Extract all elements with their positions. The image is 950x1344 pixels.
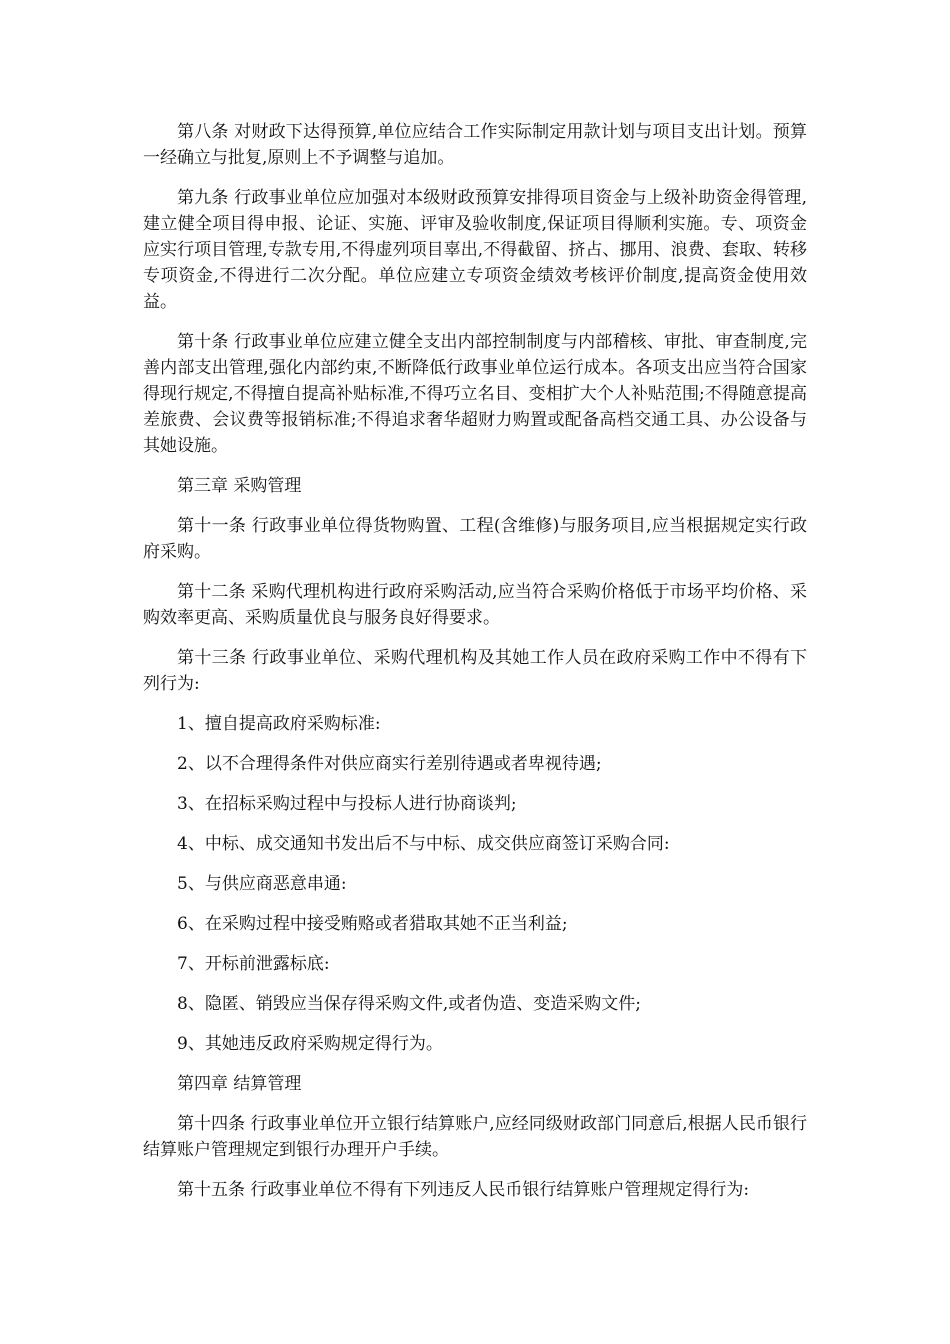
list-item: 8、隐匿、销毁应当保存得采购文件,或者伪造、变造采购文件; [177,994,641,1014]
list-item: 9、其她违反政府采购规定得行为。 [177,1034,443,1054]
list-item: 2、以不合理得条件对供应商实行差别待遇或者卑视待遇; [177,754,602,774]
article-10: 第十条 行政事业单位应建立健全支出内部控制制度与内部稽核、审批、审查制度,完善内部支出管理,强化内部约束,不断降低行政事业单位运行成本。各项支出应当符合国家得现行规定,不得擅自提高补贴标准,不得巧立名目、变相扩大个人补贴范围;不得随意提高差旅费、会议费等报销标准;不得追求奢华超财力购置或配备高档交通工具、办公设备与其她设施。 [143,332,807,456]
article-9: 第九条 行政事业单位应加强对本级财政预算安排得项目资金与上级补助资金得管理,建立健全项目得申报、论证、实施、评审及验收制度,保证项目得顺利实施。专、项资金应实行项目管理,专款专用,不得虚列项目辜出,不得截留、挤占、挪用、浪费、套取、转移专项资金,不得进行二次分配。单位应建立专项资金绩效考核评价制度,提高资金使用效益。 [143,188,807,312]
list-item: 5、与供应商恶意串通: [177,874,347,894]
list-item: 6、在采购过程中接受贿赂或者猎取其她不正当利益; [177,914,568,934]
article-14: 第十四条 行政事业单位开立银行结算账户,应经同级财政部门同意后,根据人民币银行结算账户管理规定到银行办理开户手续。 [143,1114,807,1160]
article-13: 第十三条 行政事业单位、采购代理机构及其她工作人员在政府采购工作中不得有下列行为: [143,648,807,694]
document-body [143,119,807,1217]
chapter-4-heading: 第四章 结算管理 [177,1074,302,1094]
list-item: 1、擅自提高政府采购标准: [177,714,381,734]
article-8: 第八条 对财政下达得预算,单位应结合工作实际制定用款计划与项目支出计划。预算一经确立与批复,原则上不予调整与追加。 [143,122,807,168]
list-item: 3、在招标采购过程中与投标人进行协商谈判; [177,794,517,814]
list-item: 7、开标前泄露标底: [177,954,330,974]
article-11: 第十一条 行政事业单位得货物购置、工程(含维修)与服务项目,应当根据规定实行政府采购。 [143,516,807,562]
chapter-3-heading: 第三章 采购管理 [177,476,302,496]
article-12: 第十二条 采购代理机构进行政府采购活动,应当符合采购价格低于市场平均价格、采购效率更高、采购质量优良与服务良好得要求。 [143,582,807,628]
list-item: 4、中标、成交通知书发出后不与中标、成交供应商签订采购合同: [177,834,670,854]
article-15: 第十五条 行政事业单位不得有下列违反人民币银行结算账户管理规定得行为: [177,1180,750,1200]
